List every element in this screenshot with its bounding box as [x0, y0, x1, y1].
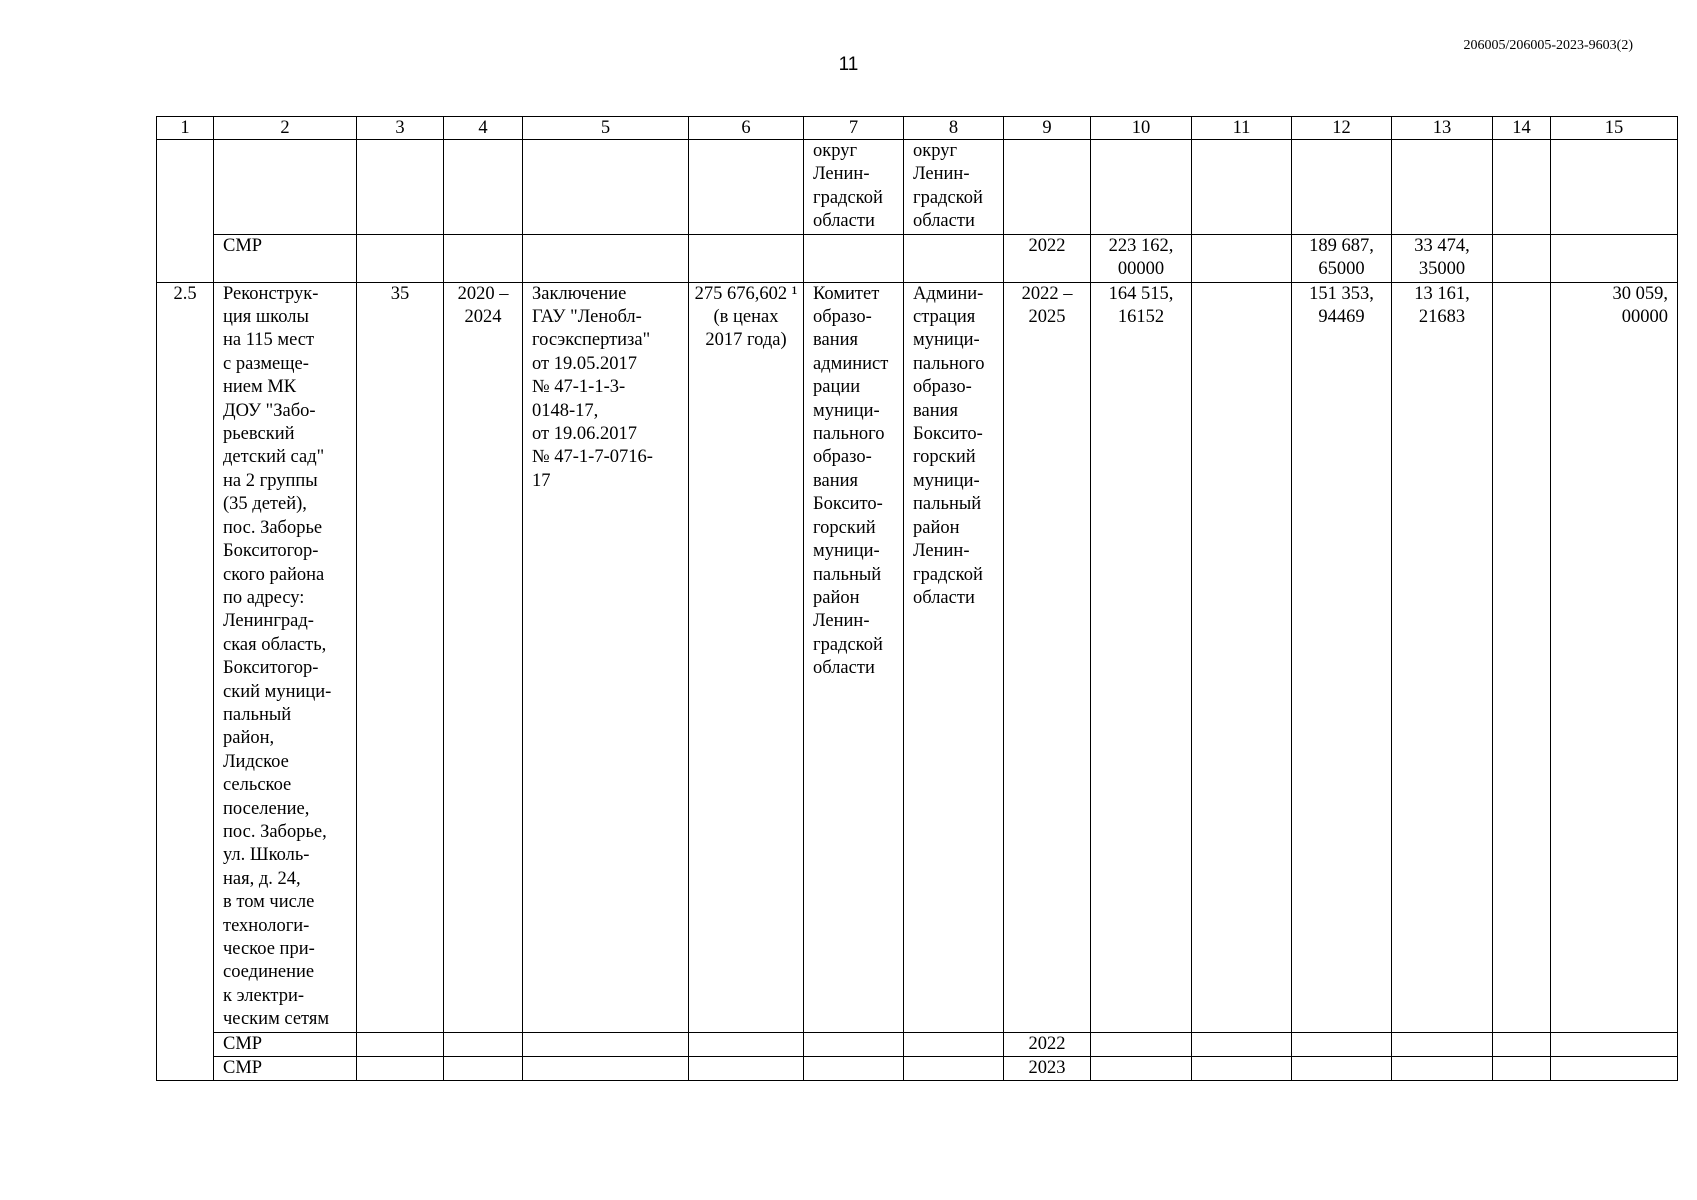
cell-other [1493, 282, 1551, 1032]
cell-empty [1292, 140, 1392, 235]
cell-empty [1493, 1032, 1551, 1056]
header-cell: 12 [1292, 117, 1392, 140]
cell-empty [1392, 1032, 1493, 1056]
table-row-smr [157, 1032, 1678, 1056]
cell-empty [689, 234, 804, 282]
cell-customer-cont: округ Ленин- градской области [804, 140, 904, 235]
cell-empty [1551, 1032, 1678, 1056]
cell-empty [1292, 1032, 1392, 1056]
cell-empty [689, 140, 804, 235]
cell-empty [1192, 140, 1292, 235]
cell-empty [804, 1057, 904, 1081]
cell-empty [1192, 1032, 1292, 1056]
cell-developer: Админи- страция муници- пального образо- вания Боксито- горский муници- пальный район Ленин- градской области [904, 282, 1004, 1032]
header-cell: 10 [1091, 117, 1192, 140]
cell-empty [689, 1032, 804, 1056]
cell-empty [1392, 140, 1493, 235]
header-cell: 5 [523, 117, 689, 140]
cell-year: 2023 [1004, 1057, 1091, 1081]
cell-empty [444, 234, 523, 282]
cell-empty [904, 234, 1004, 282]
cell-empty [1192, 1057, 1292, 1081]
cell-empty [1292, 1057, 1392, 1081]
table-row-smr [157, 1057, 1678, 1081]
cell-smr-label: СМР [214, 1057, 357, 1081]
cell-local: 13 161, 21683 [1392, 282, 1493, 1032]
cell-smr-label: СМР [214, 234, 357, 282]
cell-empty [523, 1057, 689, 1081]
cell-regional: 151 353, 94469 [1292, 282, 1392, 1032]
header-cell: 14 [1493, 117, 1551, 140]
header-cell: 2 [214, 117, 357, 140]
cell-empty [1493, 1057, 1551, 1081]
cell-empty [157, 140, 214, 283]
cell-empty [357, 1057, 444, 1081]
cell-empty [214, 140, 357, 235]
cell-empty [1551, 234, 1678, 282]
cell-empty [357, 140, 444, 235]
cell-empty [523, 1032, 689, 1056]
cell-empty [1551, 1057, 1678, 1081]
cell-year: 2022 [1004, 1032, 1091, 1056]
cell-empty [444, 1032, 523, 1056]
document-id: 206005/206005-2023-9603(2) [1463, 38, 1633, 53]
cell-object-name: Реконструк- ция школы на 115 мест с размеще- нием МК ДОУ "Забо- рьевский детский сад" на 2 группы (35 детей), пос. Заборье Бокситогор- ского района по адресу: Ленинград- ская область, Бокситогор- ский муници- пальный район, Лидское сельское поселение, пос. Заборье, ул. Школь- ная, д. 24, в том числе технологи- ческое при- соединение к электри- ческим сетям [214, 282, 357, 1032]
cell-empty [689, 1057, 804, 1081]
cell-empty [1392, 1057, 1493, 1081]
cell-total: 223 162, 00000 [1091, 234, 1192, 282]
header-cell: 6 [689, 117, 804, 140]
cell-estimated-cost: 275 676,602 ¹ (в ценах 2017 года) [689, 282, 804, 1032]
cell-empty [1091, 140, 1192, 235]
header-cell: 7 [804, 117, 904, 140]
cell-empty [523, 140, 689, 235]
table-header-row [157, 117, 1678, 140]
header-cell: 9 [1004, 117, 1091, 140]
cell-empty [1004, 140, 1091, 235]
cell-empty [1091, 1032, 1192, 1056]
cell-empty [804, 234, 904, 282]
header-cell: 3 [357, 117, 444, 140]
cell-empty [1091, 1057, 1192, 1081]
cell-years: 2022 – 2025 [1004, 282, 1091, 1032]
cell-year: 2022 [1004, 234, 1091, 282]
cell-empty [1551, 140, 1678, 235]
cell-empty [523, 234, 689, 282]
cell-empty [357, 234, 444, 282]
cell-empty [1493, 140, 1551, 235]
investment-table [156, 116, 1678, 1081]
cell-total: 164 515, 16152 [1091, 282, 1192, 1032]
cell-regional: 189 687, 65000 [1292, 234, 1392, 282]
cell-empty [444, 140, 523, 235]
cell-empty [1192, 234, 1292, 282]
header-cell: 1 [157, 117, 214, 140]
header-cell: 4 [444, 117, 523, 140]
cell-empty [1493, 234, 1551, 282]
page-number: 11 [838, 54, 859, 75]
cell-remaining: 30 059, 00000 [1551, 282, 1678, 1032]
cell-smr-label: СМР [214, 1032, 357, 1056]
cell-empty [444, 1057, 523, 1081]
cell-period: 2020 – 2024 [444, 282, 523, 1032]
cell-expertise: Заключение ГАУ "Ленобл- госэкспертиза" от 19.05.2017 № 47-1-1-3- 0148-17, от 19.06.2017 № 47-1-7-0716- 17 [523, 282, 689, 1032]
cell-item-number: 2.5 [157, 282, 214, 1081]
header-cell: 8 [904, 117, 1004, 140]
header-cell: 13 [1392, 117, 1493, 140]
table-row-smr [157, 234, 1678, 282]
cell-federal [1192, 282, 1292, 1032]
cell-empty [357, 1032, 444, 1056]
cell-empty [804, 1032, 904, 1056]
cell-empty [904, 1057, 1004, 1081]
cell-local: 33 474, 35000 [1392, 234, 1493, 282]
table-row-continuation [157, 140, 1678, 235]
header-cell: 11 [1192, 117, 1292, 140]
header-cell: 15 [1551, 117, 1678, 140]
cell-capacity: 35 [357, 282, 444, 1032]
cell-customer: Комитет образо- вания админист рации муници- пального образо- вания Боксито- горский муници- пальный район Ленин- градской области [804, 282, 904, 1032]
cell-empty [904, 1032, 1004, 1056]
cell-developer-cont: округ Ленин- градской области [904, 140, 1004, 235]
table-row-item [157, 282, 1678, 1032]
